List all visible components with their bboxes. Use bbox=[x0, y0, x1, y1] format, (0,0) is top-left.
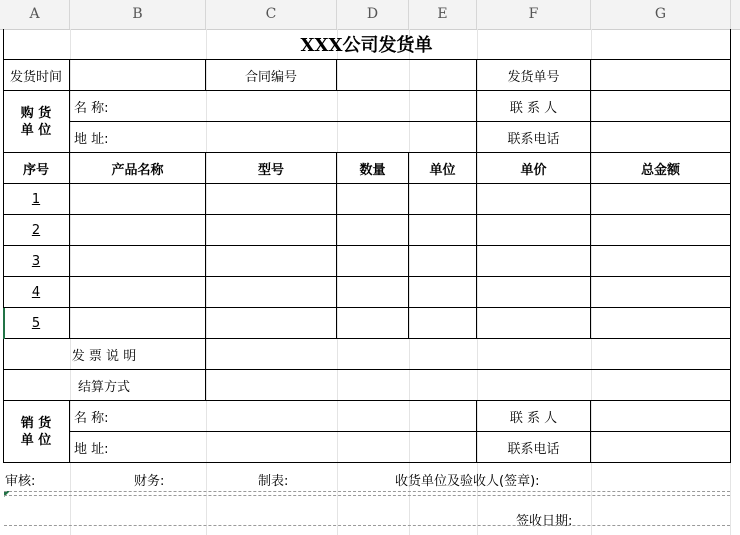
row-index-1[interactable]: 1 bbox=[3, 184, 70, 215]
seller-phone-label[interactable]: 联系电话 bbox=[477, 432, 591, 463]
row-cell[interactable] bbox=[409, 184, 477, 215]
row-cell[interactable] bbox=[591, 308, 731, 339]
column-header-d[interactable]: D bbox=[337, 0, 409, 29]
row-cell[interactable] bbox=[206, 215, 337, 246]
buyer-unit-label[interactable] bbox=[3, 91, 70, 153]
row-cell[interactable] bbox=[206, 277, 337, 308]
worksheet[interactable] bbox=[0, 29, 740, 535]
invoice-value[interactable] bbox=[206, 339, 731, 370]
header-unit-price[interactable]: 单价 bbox=[477, 153, 591, 184]
row-cell[interactable] bbox=[337, 277, 409, 308]
row-cell[interactable] bbox=[337, 246, 409, 277]
row-cell[interactable] bbox=[337, 215, 409, 246]
row-selection-marker bbox=[3, 308, 5, 339]
row-cell[interactable] bbox=[70, 215, 206, 246]
buyer-contact-value[interactable] bbox=[591, 91, 731, 122]
seller-contact-value[interactable] bbox=[591, 401, 731, 432]
row-cell[interactable] bbox=[206, 184, 337, 215]
header-index[interactable]: 序号 bbox=[3, 153, 70, 184]
finance-label[interactable]: 财务: bbox=[134, 474, 165, 489]
row-cell[interactable] bbox=[337, 184, 409, 215]
buyer-contact-label[interactable]: 联 系 人 bbox=[477, 91, 591, 122]
row-cell[interactable] bbox=[409, 277, 477, 308]
row-cell[interactable] bbox=[70, 277, 206, 308]
row-cell[interactable] bbox=[409, 308, 477, 339]
dashed-divider bbox=[4, 495, 730, 496]
ship-time-value[interactable] bbox=[70, 60, 206, 91]
buyer-phone-value[interactable] bbox=[591, 122, 731, 153]
buyer-label-line1: 购 货 bbox=[20, 105, 52, 121]
settlement-label[interactable]: 结算方式 bbox=[3, 370, 206, 401]
row-cell[interactable] bbox=[477, 308, 591, 339]
row-cell[interactable] bbox=[591, 215, 731, 246]
row-cell[interactable] bbox=[477, 215, 591, 246]
buyer-phone-label[interactable]: 联系电话 bbox=[477, 122, 591, 153]
row-cell[interactable] bbox=[70, 184, 206, 215]
row-cell[interactable] bbox=[409, 246, 477, 277]
settlement-value[interactable] bbox=[206, 370, 731, 401]
seller-label-line2: 单 位 bbox=[20, 432, 52, 448]
row-cell[interactable] bbox=[591, 184, 731, 215]
contract-no-value[interactable] bbox=[337, 60, 477, 91]
row-index-4[interactable]: 4 bbox=[3, 277, 70, 308]
sign-date-label[interactable]: 签收日期: bbox=[516, 514, 573, 529]
dashed-divider bbox=[4, 525, 730, 526]
row-cell[interactable] bbox=[70, 308, 206, 339]
form-title[interactable]: XXX公司发货单 bbox=[3, 29, 731, 60]
seller-label-line1: 销 货 bbox=[20, 415, 52, 431]
buyer-name-field[interactable]: 名 称: bbox=[70, 91, 477, 122]
header-unit[interactable]: 单位 bbox=[409, 153, 477, 184]
column-header-g[interactable]: G bbox=[591, 0, 731, 29]
header-quantity[interactable]: 数量 bbox=[337, 153, 409, 184]
column-header-b[interactable]: B bbox=[70, 0, 206, 29]
row-cell[interactable] bbox=[409, 215, 477, 246]
row-cell[interactable] bbox=[70, 246, 206, 277]
ship-no-label[interactable]: 发货单号 bbox=[477, 60, 591, 91]
contract-no-label[interactable]: 合同编号 bbox=[206, 60, 337, 91]
column-header-a[interactable]: A bbox=[0, 0, 70, 29]
column-header-c[interactable]: C bbox=[206, 0, 337, 29]
header-model[interactable]: 型号 bbox=[206, 153, 337, 184]
column-header-bar bbox=[0, 0, 740, 30]
row-cell[interactable] bbox=[477, 246, 591, 277]
row-cell[interactable] bbox=[206, 308, 337, 339]
ship-time-label[interactable]: 发货时间 bbox=[3, 60, 70, 91]
dashed-divider bbox=[4, 491, 730, 492]
header-product-name[interactable]: 产品名称 bbox=[70, 153, 206, 184]
seller-name-field[interactable]: 名 称: bbox=[70, 401, 477, 432]
invoice-label[interactable]: 发 票 说 明 bbox=[3, 339, 206, 370]
buyer-label-line2: 单 位 bbox=[20, 122, 52, 138]
row-cell[interactable] bbox=[206, 246, 337, 277]
column-header-e[interactable]: E bbox=[409, 0, 477, 29]
seller-unit-label[interactable] bbox=[3, 401, 70, 463]
row-index-3[interactable]: 3 bbox=[3, 246, 70, 277]
header-total-amount[interactable]: 总金额 bbox=[591, 153, 731, 184]
row-cell[interactable] bbox=[591, 277, 731, 308]
receiver-signature-label[interactable]: 收货单位及验收人(签章): bbox=[395, 474, 540, 489]
buyer-address-field[interactable]: 地 址: bbox=[70, 122, 477, 153]
row-cell[interactable] bbox=[337, 308, 409, 339]
review-label[interactable]: 审核: bbox=[5, 474, 36, 489]
ship-no-value[interactable] bbox=[591, 60, 731, 91]
seller-phone-value[interactable] bbox=[591, 432, 731, 463]
seller-contact-label[interactable]: 联 系 人 bbox=[477, 401, 591, 432]
seller-address-field[interactable]: 地 址: bbox=[70, 432, 477, 463]
prepared-label[interactable]: 制表: bbox=[258, 474, 289, 489]
row-index-5[interactable]: 5 bbox=[3, 308, 70, 339]
row-index-2[interactable]: 2 bbox=[3, 215, 70, 246]
row-cell[interactable] bbox=[477, 184, 591, 215]
row-cell[interactable] bbox=[477, 277, 591, 308]
column-header-f[interactable]: F bbox=[477, 0, 591, 29]
row-cell[interactable] bbox=[591, 246, 731, 277]
